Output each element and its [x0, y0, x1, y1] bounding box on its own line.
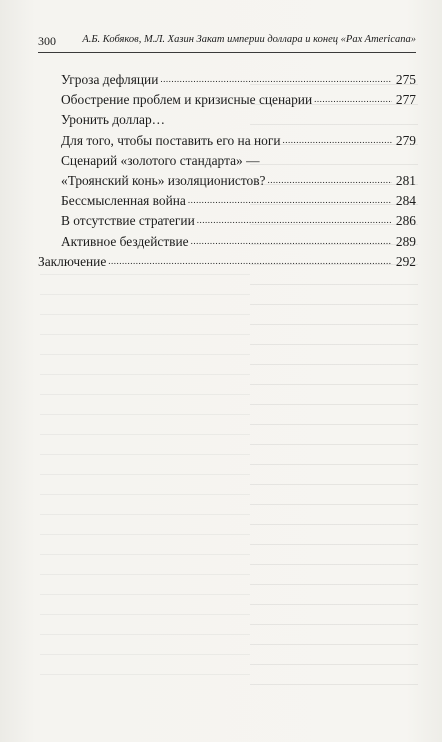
toc-leader [191, 230, 392, 251]
toc-entry [38, 151, 416, 171]
toc-entry-title: Уронить доллар… [61, 112, 166, 128]
toc-entry [38, 232, 416, 252]
toc-entry-page: 289 [395, 233, 416, 249]
toc-entry-title: В отсутствие стратегии [61, 213, 195, 229]
toc-entry-page: 286 [395, 213, 416, 229]
toc-entry-title: Угроза дефляции [61, 72, 159, 87]
toc-entry-title: Активное бездействие [61, 233, 189, 249]
toc-entry-title: «Троянский конь» изоляционистов? [61, 172, 266, 188]
toc-entry-page: 292 [395, 253, 416, 269]
toc-entry-title: Заключение [38, 253, 107, 269]
toc-entry [38, 211, 416, 231]
table-of-contents [38, 70, 416, 272]
toc-entry [38, 110, 416, 130]
toc-entry [38, 70, 416, 90]
toc-entry-page: 275 [395, 72, 416, 87]
toc-entry [38, 90, 416, 110]
toc-entry-title: Для того, чтобы поставить его на ноги [61, 132, 281, 148]
toc-leader [108, 250, 392, 271]
toc-leader [197, 209, 392, 230]
toc-leader [283, 129, 392, 150]
toc-entry [38, 252, 416, 272]
toc-entry-title: Сценарий «золотого стандарта» — [61, 152, 260, 168]
toc-leader [188, 189, 392, 210]
page-number: 300 [38, 34, 56, 48]
toc-entry [38, 131, 416, 151]
page-header [38, 30, 416, 53]
toc-entry-page: 279 [395, 132, 416, 148]
toc-leader [267, 169, 392, 190]
toc-entry [38, 171, 416, 191]
toc-entry-page: 281 [395, 172, 416, 188]
toc-leader [160, 68, 392, 89]
toc-leader [314, 88, 392, 109]
running-head: А.Б. Кобяков, М.Л. Хазин Закат империи доллара и конец «Pax Americana» [82, 34, 416, 45]
bleed-through-text [40, 260, 250, 690]
toc-entry [38, 191, 416, 211]
toc-entry-page: 284 [395, 193, 416, 209]
toc-entry-title: Бессмысленная война [61, 193, 186, 209]
toc-entry-title: Обострение проблем и кризисные сценарии [61, 92, 313, 108]
toc-entry-page: 277 [395, 92, 416, 108]
